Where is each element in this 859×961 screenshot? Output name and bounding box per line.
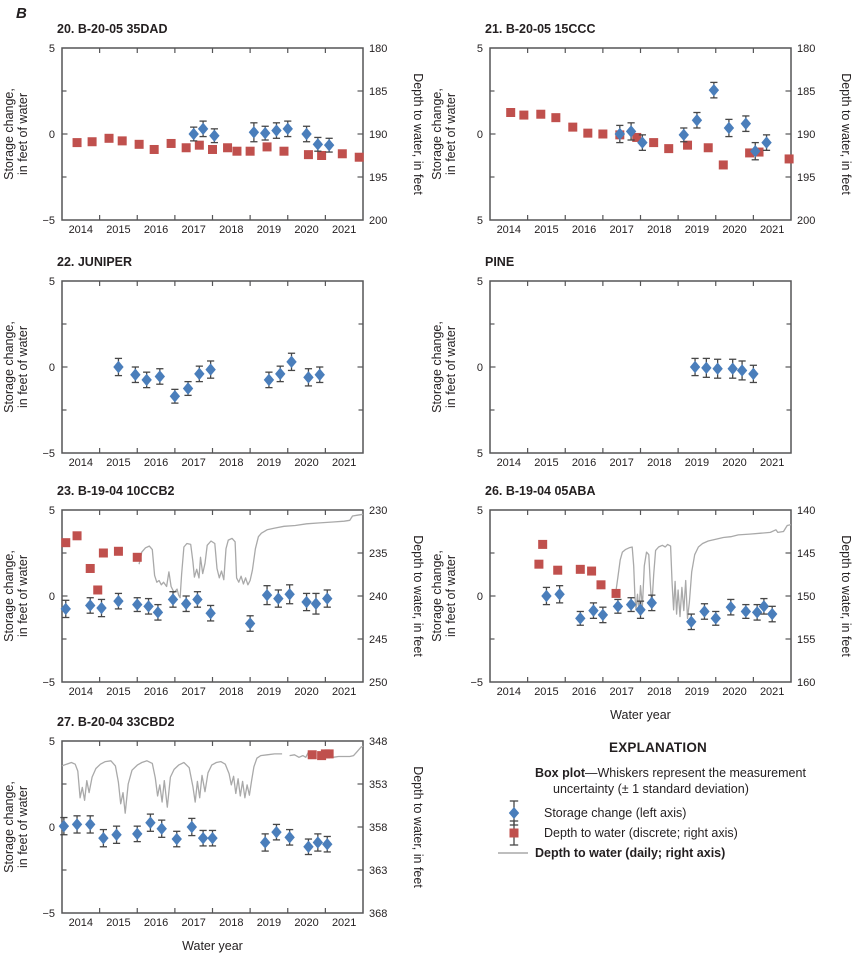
- x-tick-label: 2015: [106, 686, 131, 698]
- right-tick-label: 353: [369, 779, 388, 791]
- right-tick-label: 358: [369, 822, 388, 834]
- depth-discrete-boxplot-icon: [497, 817, 531, 849]
- legend-boxplot-desc: —Whiskers represent the measurement uncertainty (± 1 standard deviation): [553, 766, 806, 796]
- x-tick-label: 2016: [143, 224, 169, 236]
- right-tick-label: 185: [369, 86, 388, 98]
- right-tick-label: 185: [797, 86, 816, 98]
- left-tick-label: 5: [476, 505, 483, 517]
- chart-panel-pine: [428, 254, 857, 494]
- legend: [430, 740, 854, 863]
- chart-panel-22-juniper: [0, 254, 429, 494]
- left-axis-title: Storage change,: [2, 321, 16, 413]
- right-axis-title: Depth to water, in feet: [411, 535, 425, 657]
- left-axis-title: in feet of water: [16, 326, 30, 408]
- legend-boxplot-term: Box plot: [535, 766, 585, 780]
- x-tick-label: 2017: [609, 224, 634, 236]
- x-tick-label: 2021: [759, 686, 785, 698]
- left-tick-label: 5: [476, 43, 483, 55]
- x-tick-label: 2018: [219, 457, 244, 469]
- left-axis-title: in feet of water: [444, 93, 458, 175]
- storage-change-points: [59, 814, 333, 854]
- x-tick-label: 2015: [534, 457, 559, 469]
- x-tick-label: 2015: [534, 686, 559, 698]
- right-tick-label: 240: [369, 591, 388, 603]
- depth-discrete-points: [506, 108, 793, 169]
- x-tick-label: 2014: [496, 224, 522, 236]
- storage-change-points: [690, 358, 759, 382]
- right-axis-title: Depth to water, in feet: [411, 73, 425, 195]
- x-axis-title: Water year: [610, 708, 671, 722]
- right-tick-label: 245: [369, 634, 388, 646]
- left-axis-title: in feet of water: [16, 555, 30, 637]
- left-tick-label: −5: [42, 448, 55, 460]
- x-tick-label: 2015: [106, 224, 131, 236]
- chart-panel-23-b-19-04-10ccb2: [0, 483, 429, 723]
- depth-daily-line: [139, 514, 363, 597]
- panel-title: 23. B-19-04 10CCB2: [57, 484, 175, 498]
- x-tick-label: 2017: [181, 224, 206, 236]
- x-tick-label: 2018: [647, 457, 672, 469]
- depth-discrete-points: [534, 540, 620, 598]
- panel-title: 20. B-20-05 35DAD: [57, 22, 168, 36]
- legend-entry-label: Depth to water (discrete; right axis): [544, 826, 738, 840]
- left-tick-label: −5: [470, 677, 483, 689]
- left-tick-label: 5: [48, 505, 55, 517]
- x-tick-label: 2021: [331, 917, 357, 929]
- depth-discrete-points: [61, 531, 141, 594]
- left-tick-label: 0: [48, 129, 55, 141]
- x-tick-label: 2020: [722, 224, 747, 236]
- legend-entry-depth-daily: [497, 843, 819, 863]
- figure-label: B: [16, 5, 27, 22]
- storage-change-points: [615, 82, 772, 159]
- x-tick-label: 2014: [496, 457, 522, 469]
- x-tick-label: 2019: [256, 457, 282, 469]
- left-tick-label: 5: [476, 448, 483, 460]
- daily-line-icon: [497, 846, 531, 860]
- x-tick-label: 2020: [294, 686, 319, 698]
- x-tick-label: 2018: [219, 224, 244, 236]
- right-tick-label: 190: [797, 129, 816, 141]
- x-axis-title: Water year: [182, 939, 243, 953]
- panel-title: 26. B-19-04 05ABA: [485, 484, 596, 498]
- left-tick-label: 5: [48, 736, 55, 748]
- right-tick-label: 348: [369, 736, 388, 748]
- left-tick-label: 0: [48, 822, 55, 834]
- left-axis-title: Storage change,: [2, 550, 16, 642]
- panel-title: PINE: [485, 255, 515, 269]
- x-tick-label: 2017: [609, 457, 634, 469]
- x-tick-label: 2016: [143, 686, 169, 698]
- x-tick-label: 2016: [571, 686, 597, 698]
- left-axis-title: in feet of water: [444, 326, 458, 408]
- right-tick-label: 145: [797, 548, 816, 560]
- left-axis-title: Storage change,: [2, 88, 16, 180]
- x-tick-label: 2014: [496, 686, 522, 698]
- storage-change-points: [541, 586, 777, 630]
- plot-frame: [62, 510, 363, 682]
- chart-panel-27-b-20-04-33cbd2: [0, 714, 429, 954]
- x-tick-label: 2014: [68, 686, 94, 698]
- plot-frame: [62, 741, 363, 913]
- x-tick-label: 2019: [256, 224, 282, 236]
- right-tick-label: 190: [369, 129, 388, 141]
- x-tick-label: 2019: [256, 686, 282, 698]
- chart-panel-26-b-19-04-05aba: [428, 483, 857, 723]
- right-tick-label: 363: [369, 865, 388, 877]
- panel-title: 21. B-20-05 15CCC: [485, 22, 596, 36]
- legend-entry-storage-change: [497, 803, 819, 823]
- right-tick-label: 195: [797, 172, 816, 184]
- x-tick-label: 2015: [106, 457, 131, 469]
- right-tick-label: 150: [797, 591, 816, 603]
- left-tick-label: 5: [476, 276, 483, 288]
- left-tick-label: 0: [48, 362, 55, 374]
- left-axis-title: Storage change,: [2, 781, 16, 873]
- left-tick-label: 5: [476, 215, 483, 227]
- x-tick-label: 2019: [684, 457, 710, 469]
- x-tick-label: 2018: [219, 917, 244, 929]
- storage-change-points: [113, 353, 325, 403]
- x-tick-label: 2020: [294, 224, 319, 236]
- panel-title: 27. B-20-04 33CBD2: [57, 715, 175, 729]
- right-tick-label: 180: [369, 43, 388, 55]
- x-tick-label: 2018: [647, 224, 672, 236]
- right-tick-label: 200: [797, 215, 816, 227]
- x-tick-label: 2014: [68, 917, 94, 929]
- x-tick-label: 2018: [647, 686, 672, 698]
- depth-discrete-points: [308, 749, 334, 760]
- left-tick-label: 0: [476, 129, 483, 141]
- legend-entry-label: Storage change (left axis): [544, 806, 687, 820]
- right-axis-title: Depth to water, in feet: [839, 535, 853, 657]
- right-axis-title: Depth to water, in feet: [411, 766, 425, 888]
- left-tick-label: −5: [42, 908, 55, 920]
- right-tick-label: 200: [369, 215, 388, 227]
- x-tick-label: 2015: [106, 917, 131, 929]
- right-tick-label: 180: [797, 43, 816, 55]
- legend-title: EXPLANATION: [609, 740, 707, 755]
- x-tick-label: 2021: [331, 224, 357, 236]
- x-tick-label: 2017: [609, 686, 634, 698]
- right-tick-label: 160: [797, 677, 816, 689]
- left-axis-title: in feet of water: [16, 93, 30, 175]
- right-tick-label: 368: [369, 908, 388, 920]
- left-axis-title: in feet of water: [16, 786, 30, 868]
- left-tick-label: 0: [476, 591, 483, 603]
- x-tick-label: 2014: [68, 457, 94, 469]
- right-tick-label: 195: [369, 172, 388, 184]
- right-axis-title: Depth to water, in feet: [839, 73, 853, 195]
- x-tick-label: 2015: [534, 224, 559, 236]
- right-tick-label: 250: [369, 677, 388, 689]
- x-tick-label: 2016: [571, 457, 597, 469]
- x-tick-label: 2014: [68, 224, 94, 236]
- chart-panel-20-b-20-05-35dad: [0, 21, 429, 261]
- x-tick-label: 2017: [181, 917, 206, 929]
- x-tick-label: 2021: [331, 457, 357, 469]
- left-tick-label: 5: [48, 43, 55, 55]
- chart-panel-21-b-20-05-15ccc: [428, 21, 857, 261]
- x-tick-label: 2021: [759, 457, 785, 469]
- x-tick-label: 2018: [219, 686, 244, 698]
- right-tick-label: 235: [369, 548, 388, 560]
- left-axis-title: Storage change,: [430, 550, 444, 642]
- left-tick-label: 0: [476, 362, 483, 374]
- plot-frame: [490, 281, 791, 453]
- x-tick-label: 2020: [294, 457, 319, 469]
- x-tick-label: 2020: [722, 457, 747, 469]
- x-tick-label: 2016: [143, 457, 169, 469]
- left-axis-title: Storage change,: [430, 88, 444, 180]
- x-tick-label: 2019: [684, 224, 710, 236]
- x-tick-label: 2021: [331, 686, 357, 698]
- right-tick-label: 230: [369, 505, 388, 517]
- left-tick-label: 0: [48, 591, 55, 603]
- left-axis-title: in feet of water: [444, 555, 458, 637]
- legend-boxplot-note: [535, 765, 829, 797]
- panel-title: 22. JUNIPER: [57, 255, 133, 269]
- left-tick-label: −5: [42, 215, 55, 227]
- x-tick-label: 2016: [571, 224, 597, 236]
- left-tick-label: 5: [48, 276, 55, 288]
- x-tick-label: 2019: [256, 917, 282, 929]
- x-tick-label: 2016: [143, 917, 169, 929]
- x-tick-label: 2017: [181, 686, 206, 698]
- right-tick-label: 140: [797, 505, 816, 517]
- x-tick-label: 2017: [181, 457, 206, 469]
- x-tick-label: 2019: [684, 686, 710, 698]
- left-tick-label: −5: [42, 677, 55, 689]
- legend-entry-label: Depth to water (daily; right axis): [535, 846, 726, 860]
- right-tick-label: 155: [797, 634, 816, 646]
- left-axis-title: Storage change,: [430, 321, 444, 413]
- x-tick-label: 2021: [759, 224, 785, 236]
- x-tick-label: 2020: [722, 686, 747, 698]
- legend-entry-depth-discrete: [497, 823, 819, 843]
- x-tick-label: 2020: [294, 917, 319, 929]
